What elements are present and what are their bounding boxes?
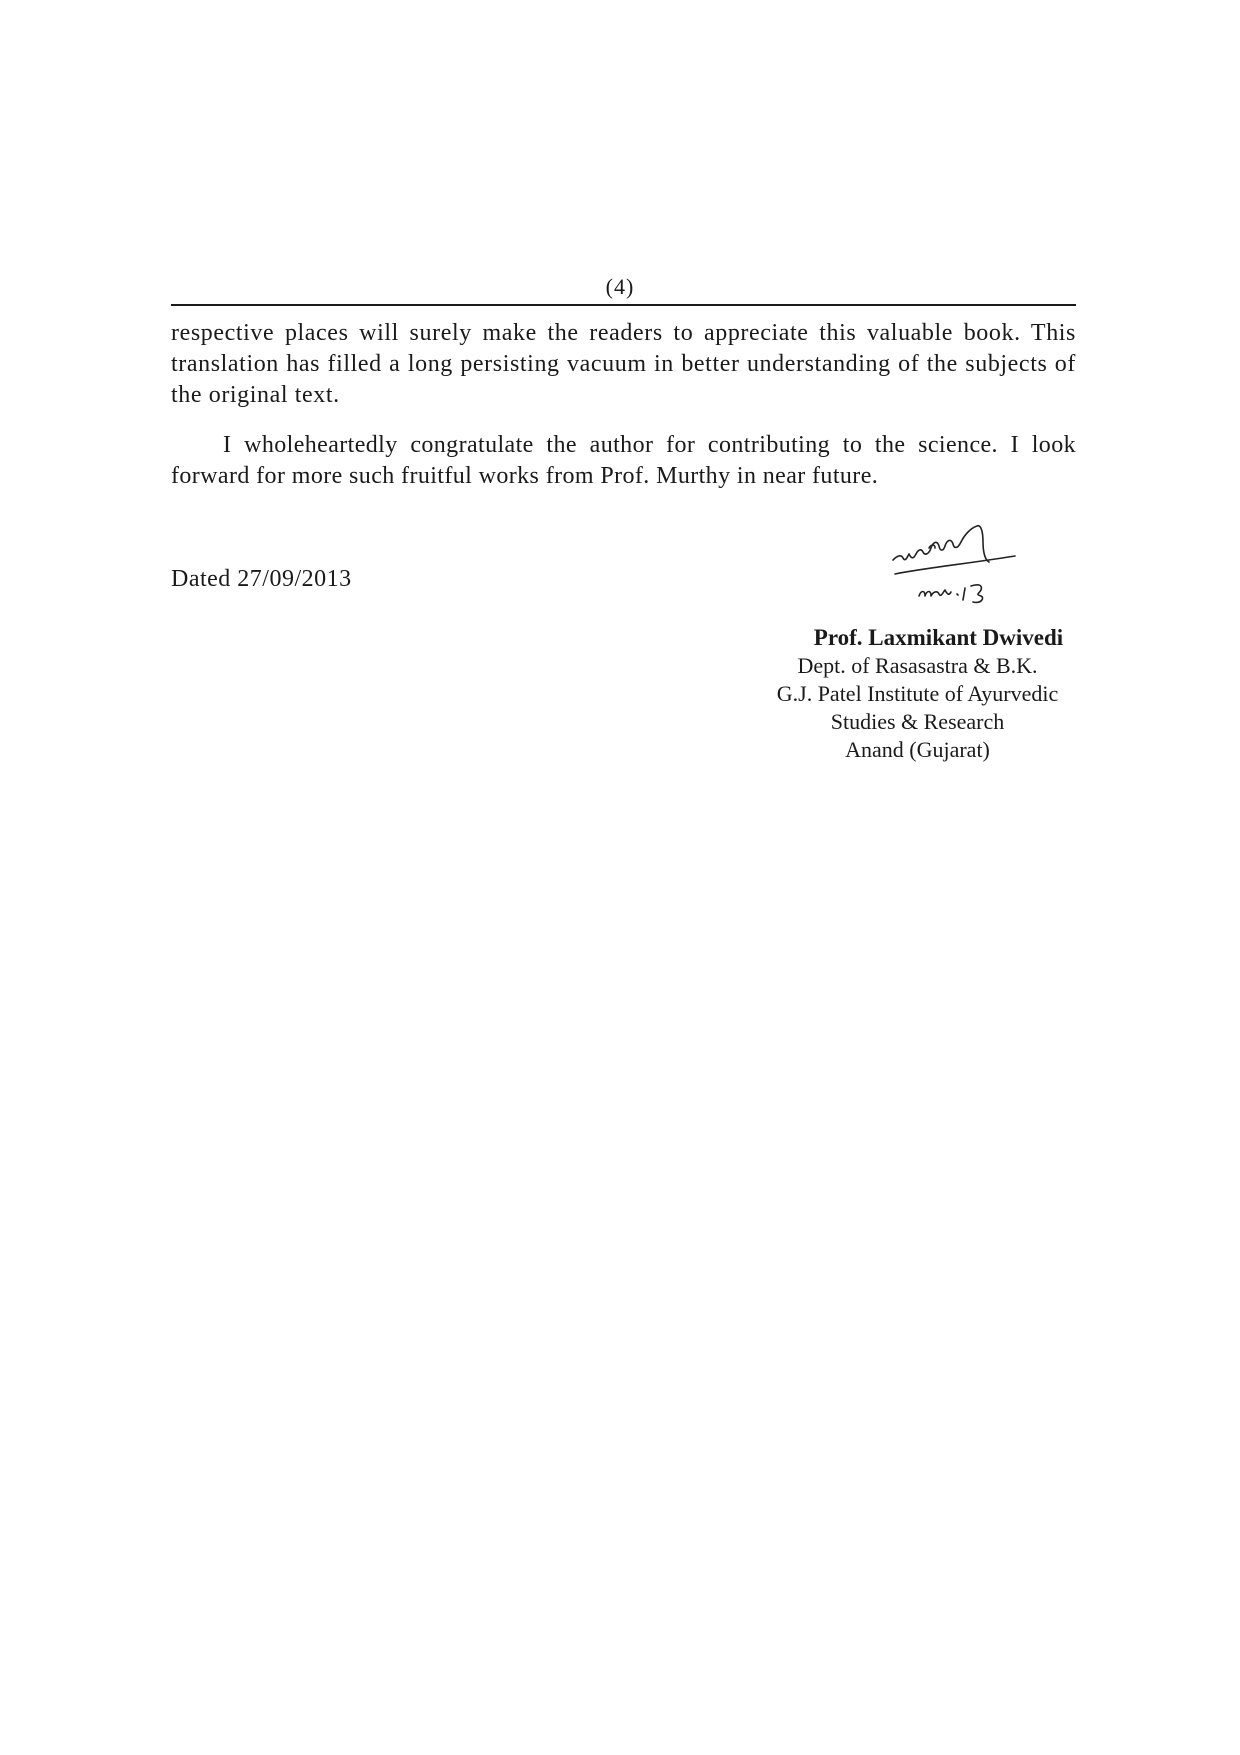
signatory-department: Dept. of Rasasastra & B.K. [797, 653, 1038, 678]
signatory-institute-line-1: G.J. Patel Institute of Ayurvedic [776, 681, 1059, 706]
header-rule [171, 304, 1076, 306]
handwritten-signature [885, 518, 1025, 613]
signatory-name: Prof. Laxmikant Dwivedi [813, 625, 1064, 650]
signatory-institute-line-2: Studies & Research [830, 709, 1005, 734]
body-paragraph-2: I wholeheartedly congratulate the author for contributing to the science. I look forward for more such fruitful works from Prof. Murthy in near future. [171, 432, 1076, 489]
body-paragraph-1: respective places will surely make the readers to appreciate this valuable book. This translation has filled a long persisting vacuum in better understanding of the subjects of the original text. [171, 320, 1076, 408]
dated-line: Dated 27/09/2013 [171, 566, 352, 592]
signatory-block [740, 624, 1095, 764]
signatory-location: Anand (Gujarat) [845, 737, 990, 762]
page-number: (4) [605, 274, 635, 299]
